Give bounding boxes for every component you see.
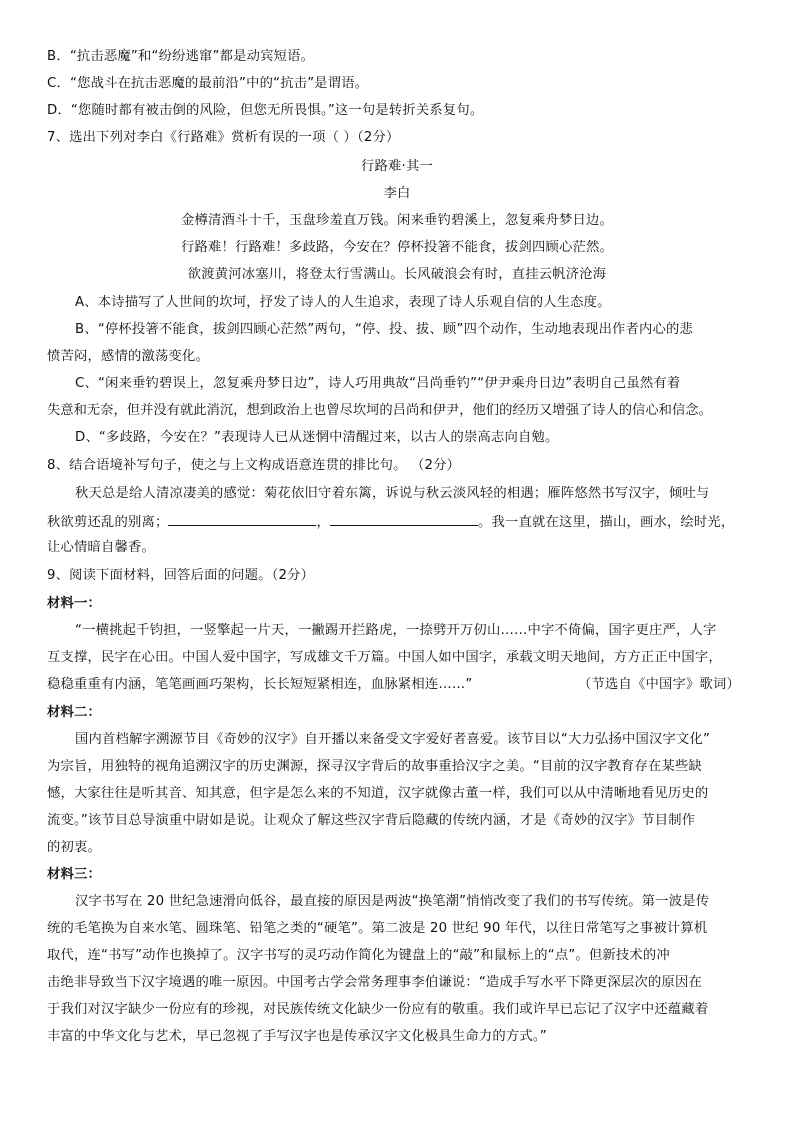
q7-option-c-cont: 失意和无奈，但并没有就此消沉，想到政治上也曾尽坎坷的吕尚和伊尹，他们的经历又增强了诗人的信心和信念。 xyxy=(47,403,712,418)
q7-stem: 7、选出下列对李白《行路难》赏析有误的一项（ ）（2分） xyxy=(47,130,400,145)
q7-option-c: C、“闲来垂钓碧误上，忽复乘舟梦日边”，诗人巧用典故“吕尚垂钓”“伊尹乘舟日边”表明自己虽然有着 xyxy=(75,376,681,391)
q8-separator: ， xyxy=(316,515,330,530)
q7-option-b-cont: 愤苦闷，感情的激荡变化。 xyxy=(47,349,209,364)
material-3-title: 材料三： xyxy=(47,867,101,882)
material-1-source: （节选自《中国字》歌词） xyxy=(578,677,740,692)
material-3-line: 于我们对汉字缺少一份应有的珍视，对民族传统文化缺少一份应有的敬重。我们或许早已忘记了汉字中还蕴藏着 xyxy=(47,1002,709,1017)
q9-stem: 9、阅读下面材料，回答后面的问题。（2分） xyxy=(47,568,315,583)
material-3-line: 取代，连“书写”动作也換掉了。汉字书写的灵巧动作简化为键盘上的“敲”和鼠标上的“点”。但新技术的冲 xyxy=(47,948,670,963)
poem-line: 欲渡黄河冰塞川，将登太行雪满山。长风破浪会有时，直挂云帆济沧海 xyxy=(187,267,607,282)
material-3-line: 丰富的中华文化与艺术，早已忽视了手写汉字也是传承汉字文化极具生命力的方式。” xyxy=(47,1029,547,1044)
material-1-line: 稳稳重重有内涵，笔笔画画巧架构，长长短短紧相连，血脉紧相连……” xyxy=(47,677,473,692)
material-1-line: 互支撑，民字在心田。中国人爱中国字，写成雄文千万篇。中国人如中国字，承载文明天地间，方方正正中国字， xyxy=(47,650,722,665)
poem-line: 行路难！行路难！多歧路，今安在？停杯投箸不能食，拔剑四顾心茫然。 xyxy=(181,240,613,255)
q6-option-d: D．“您随时都有被击倒的风险，但您无所畏惧。”这一句是转折关系复句。 xyxy=(47,103,484,118)
q8-text-after: 。我一直就在这里，描山，画水，绘时光， xyxy=(477,515,735,530)
q7-option-b: B、“停杯投箸不能食，拔剑四顾心茫然”两句，“停、投、拔、顾”四个动作，生动地表现出作者内心的悲 xyxy=(75,322,694,337)
material-2-title: 材料二： xyxy=(47,705,101,720)
q7-option-d: D、“多歧路，今安在？”表现诗人已从迷惘中清醒过来，以古人的崇高志向自勉。 xyxy=(75,430,559,445)
poem-line: 金樽清酒斗十千，玉盘珍羞直万钱。闲来垂钓碧溪上，忽复乘舟梦日边。 xyxy=(181,213,613,228)
material-1-line: “一横挑起千钧担，一竖擎起一片天，一撇踢开拦路虎，一捺劈开万仞山……中字不倚偏，国字更庄严，人字 xyxy=(75,623,717,638)
q8-stem: 8、结合语境补写句子，使之与上文构成语意连贯的排比句。 （2分） xyxy=(47,458,461,473)
poem-title: 行路难·其一 xyxy=(361,159,433,174)
poem-author: 李白 xyxy=(383,186,411,201)
q6-option-c: C．“您战斗在抗击恶魔的最前沿”中的“抗击”是谓语。 xyxy=(47,76,369,91)
answer-blank-2[interactable] xyxy=(330,511,478,526)
material-1-title: 材料一： xyxy=(47,596,101,611)
material-2-line: 国内首档解字溯源节目《奇妙的汉字》自开播以来备受文字爱好者喜爱。该节目以“大力弘扬中国汉字文化” xyxy=(75,732,711,747)
q8-passage-line: 秋天总是给人清凉凄美的感觉：菊花依旧守着东篱，诉说与秋云淡风轻的相遇；雁阵悠然书写汉字，倾吐与 xyxy=(75,486,710,501)
material-2-line: 憾，大家往往是听其音、知其意，但字是怎么来的不知道，汉字就像古董一样，我们可以从中清晰地看见历史的 xyxy=(47,786,709,801)
q8-text-before: 秋欲剪还乱的别离； xyxy=(47,515,169,530)
q7-option-a: A、本诗描写了人世间的坎坷，抒发了诗人的人生追求，表现了诗人乐观自信的人生态度。 xyxy=(75,295,611,310)
answer-blank-1[interactable] xyxy=(168,511,316,526)
material-2-line: 的初衷。 xyxy=(47,840,101,855)
q8-passage-line: 让心情暗自馨香。 xyxy=(47,540,155,555)
material-3-line: 统的毛笔换为自来水笔、圆珠笔、铅笔之类的“硬笔”。第二波是 20 世纪 90 年代，以往日常笔写之事被计算机 xyxy=(47,921,708,936)
q8-passage-line xyxy=(47,511,734,533)
material-3-line: 汉字书写在 20 世纪急速滑向低谷，最直接的原因是两波“换笔潮”悄悄改变了我们的书写传统。第一波是传 xyxy=(75,894,710,909)
material-3-line: 击绝非导致当下汉字境遇的唯一原因。中国考古学会常务理事李伯谦说：“造成手写水平下降更深层次的原因在 xyxy=(47,975,702,990)
q6-option-b: B．“抗击恶魔”和“纷纷逃窜”都是动宾短语。 xyxy=(47,49,315,64)
material-2-line: 流变。”该节目总导演重中尉如是说。让观众了解这些汉字背后隐藏的传统内涵，才是《奇妙的汉字》节目制作 xyxy=(47,813,696,828)
material-2-line: 为宗旨，用独特的视角追溯汉字的历史渊源，探寻汉字背后的故事重拾汉字之美。“目前的汉字教育存在某些缺 xyxy=(47,759,702,774)
